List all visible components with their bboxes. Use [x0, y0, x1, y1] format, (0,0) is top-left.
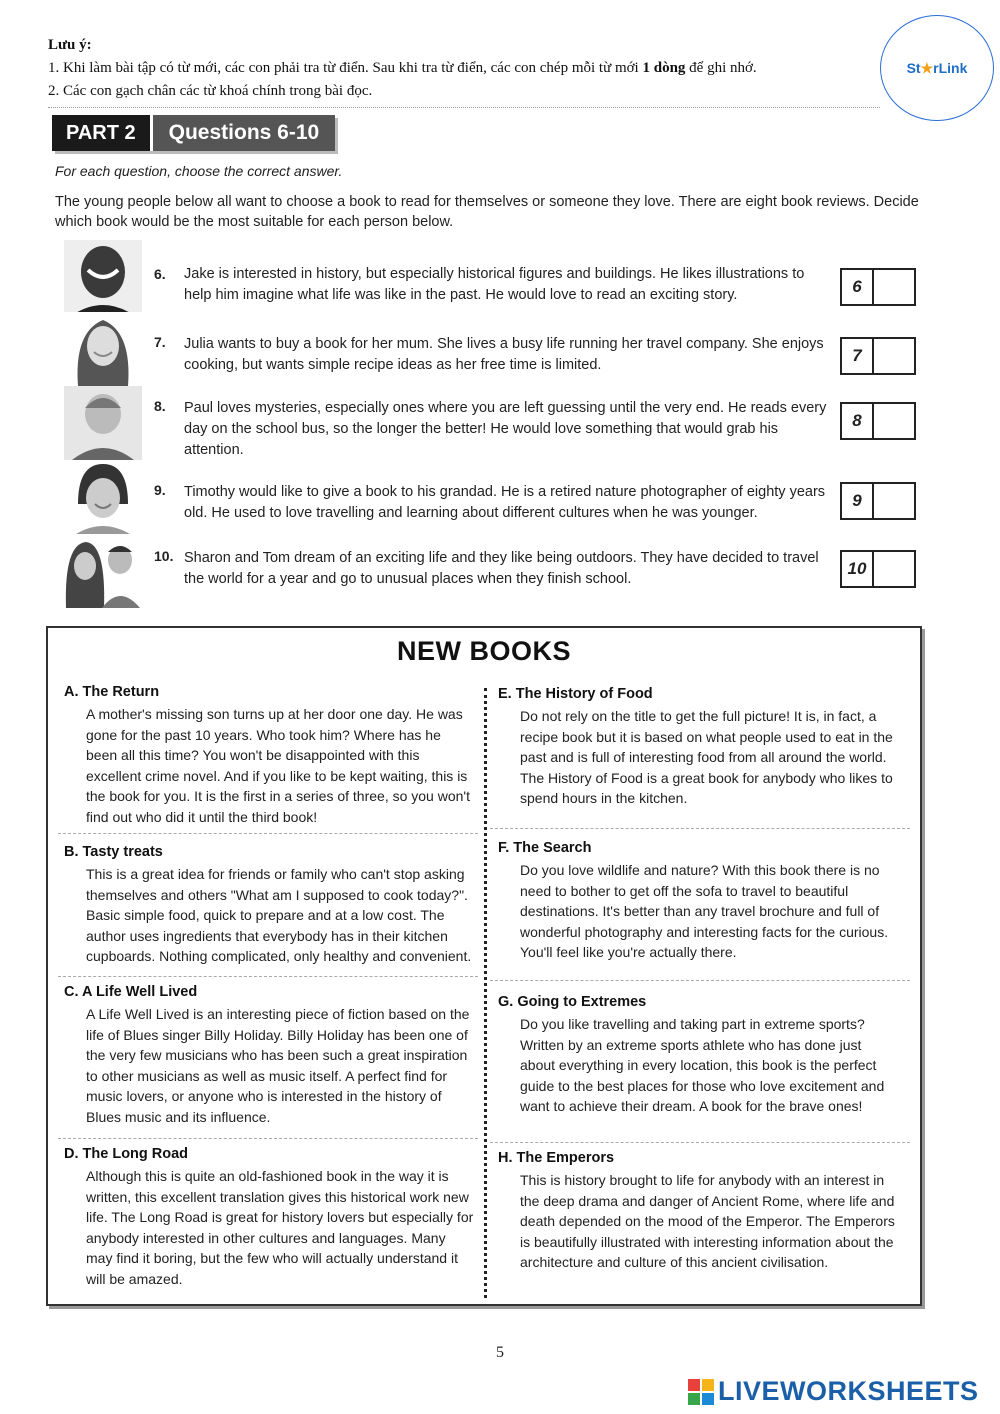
instruction: For each question, choose the correct answer.: [55, 163, 343, 179]
answer-box-number: 6: [842, 270, 874, 304]
book-title: G. Going to Extremes: [498, 994, 647, 1010]
answer-box[interactable]: [840, 337, 916, 375]
book-review: [498, 1150, 898, 1273]
answer-box[interactable]: [840, 482, 916, 520]
answer-box[interactable]: [840, 550, 916, 588]
question-number: 9.: [154, 482, 166, 498]
question-text: Timothy would like to give a book to his grandad. He is a retired nature photographer of eighty years old. He used to love travelling and learning about different cultures when he was younger.: [184, 484, 826, 521]
question-row: [62, 240, 922, 314]
teacher-note: [48, 34, 878, 103]
note-line-2: 2. Các con gạch chân các từ khoá chính trong bài đọc.: [48, 83, 373, 99]
liveworksheets-icon: [688, 1379, 714, 1405]
answer-box-number: 10: [842, 552, 874, 586]
question-number: 10.: [154, 548, 174, 564]
book-review: [498, 686, 898, 809]
part-header: [52, 115, 335, 151]
book-description: This is a great idea for friends or family who can't stop asking themselves and others "What am I supposed to cook today?". Basic simple food, quick to prepare and at a low cost. The author uses ingredients that everybody has in their kitchen cupboards. Nothing complicated, only healthy and convenient.: [86, 866, 472, 965]
star-icon: ★: [920, 59, 934, 76]
footer-brand: LIVEWORKSHEETS: [718, 1376, 979, 1406]
divider: [58, 833, 478, 834]
divider: [58, 1138, 478, 1139]
book-review: [64, 684, 474, 828]
questions-label: Questions 6-10: [150, 115, 336, 151]
new-books-panel: [46, 626, 922, 1306]
answer-box-number: 7: [842, 339, 874, 373]
book-title: D. The Long Road: [64, 1146, 189, 1162]
liveworksheets-logo: [688, 1376, 979, 1407]
book-title: E. The History of Food: [498, 686, 653, 702]
answer-input[interactable]: [874, 270, 914, 304]
book-title: B. Tasty treats: [64, 844, 163, 860]
book-title: A. The Return: [64, 684, 160, 700]
intro-text: The young people below all want to choose a book to read for themselves or someone they love. There are eight book reviews. Decide which book would be the most suitable for each person below.: [55, 194, 919, 230]
book-review: [64, 844, 474, 967]
question-number: 8.: [154, 398, 166, 414]
person-photo-icon: [64, 460, 142, 534]
book-description: Do you love wildlife and nature? With this book there is no need to bother to get off the sofa to travel to beautiful destinations. It's better than any travel brochure and full of wonderful photography and interesting facts for the curious. You'll feel like you're actually there.: [520, 862, 889, 961]
book-description: Although this is quite an old-fashioned book in the way it is written, this excellent translation gives this historical work new life. The Long Road is great for history lovers but especially for anybody interested in other cultures and languages. Many may find it boring, but the few who will actually understand it will be amazed.: [86, 1168, 474, 1287]
answer-input[interactable]: [874, 552, 914, 586]
book-review: [498, 840, 898, 963]
book-description: This is history brought to life for anybody with an interest in the deep drama and danger of Ancient Rome, where life and death depended on the mood of the Emperor. The Emperors is beautifully illustrated with interesting information about the architecture and culture of this ancient civilisation.: [520, 1172, 895, 1271]
note-title: Lưu ý:: [48, 37, 92, 53]
answer-box[interactable]: [840, 268, 916, 306]
answer-box-number: 8: [842, 404, 874, 438]
question-number: 7.: [154, 334, 166, 350]
answer-box[interactable]: [840, 402, 916, 440]
question-number: 6.: [154, 266, 166, 282]
page-number: 5: [496, 1344, 504, 1361]
books-heading: NEW BOOKS: [396, 636, 571, 666]
divider: [490, 828, 910, 829]
book-description: Do you like travelling and taking part in extreme sports? Written by an extreme sports athlete who has done just about everything in every location, this book is the perfect guide to the best places for those who love excitement and want to achieve their dream. A book for the brave ones!: [520, 1016, 885, 1115]
question-row: [62, 386, 922, 460]
book-title: H. The Emperors: [498, 1150, 615, 1166]
question-row: [62, 534, 922, 608]
question-text: Julia wants to buy a book for her mum. She lives a busy life running her travel company. She enjoys cooking, but wants simple recipe ideas as her free time is limited.: [184, 336, 824, 373]
question-text: Jake is interested in history, but especially historical figures and buildings. He likes illustrations to help him imagine what life was like in the past. He would love to read an exciting story.: [184, 266, 805, 303]
question-row: [62, 312, 922, 386]
person-photo-icon: [64, 312, 142, 386]
part-label: PART 2: [52, 115, 150, 151]
answer-box-number: 9: [842, 484, 874, 518]
person-photo-icon: [64, 386, 142, 460]
book-description: A Life Well Lived is an interesting piece of fiction based on the life of Blues singer Billy Holiday. Billy Holiday has been one of the very few musicians who has been such a great inspiration to other musicians as well as music itself. A perfect find for music lovers, or anyone who is interested in the history of Blues music and its influence.: [86, 1006, 470, 1125]
book-description: Do not rely on the title to get the full picture! It is, in fact, a recipe book but it is based on what people used to eat in the past and is full of interesting food from all around the world. The History of Food is a great book for anybody who likes to spend hours in the kitchen.: [520, 708, 893, 807]
book-review: [498, 994, 898, 1117]
starlink-logo: St ★ rLink: [880, 15, 994, 121]
answer-input[interactable]: [874, 404, 914, 438]
book-review: [64, 984, 474, 1128]
question-row: [62, 460, 922, 534]
question-text: Paul loves mysteries, especially ones where you are left guessing until the very end. He reads every day on the school bus, so the longer the better! He would love something that would grab his attention.: [184, 400, 827, 458]
column-divider: [484, 688, 487, 1298]
person-photo-icon: [64, 240, 142, 314]
divider: [48, 107, 880, 108]
divider: [490, 980, 910, 981]
book-description: A mother's missing son turns up at her door one day. He was gone for the past 10 years. Who took him? Where has he been all this time? You won't be disappointed with this excellent crime novel. And if you like to be kept waiting, this is the book for you. It is the first in a series of three, so you won't find out who did it until the third book!: [86, 706, 470, 825]
answer-input[interactable]: [874, 484, 914, 518]
note-line-1: 1. Khi làm bài tập có từ mới, các con phải tra từ điển. Sau khi tra từ điển, các con chép mỗi từ mới 1 dòng để ghi nhớ.: [48, 60, 757, 76]
people-photo-icon: [64, 534, 142, 608]
book-title: C. A Life Well Lived: [64, 984, 198, 1000]
divider: [490, 1142, 910, 1143]
answer-input[interactable]: [874, 339, 914, 373]
book-title: F. The Search: [498, 840, 592, 856]
book-review: [64, 1146, 474, 1290]
question-text: Sharon and Tom dream of an exciting life and they like being outdoors. They have decided to travel the world for a year and go to unusual places when they finish school.: [184, 550, 819, 587]
divider: [58, 976, 478, 977]
